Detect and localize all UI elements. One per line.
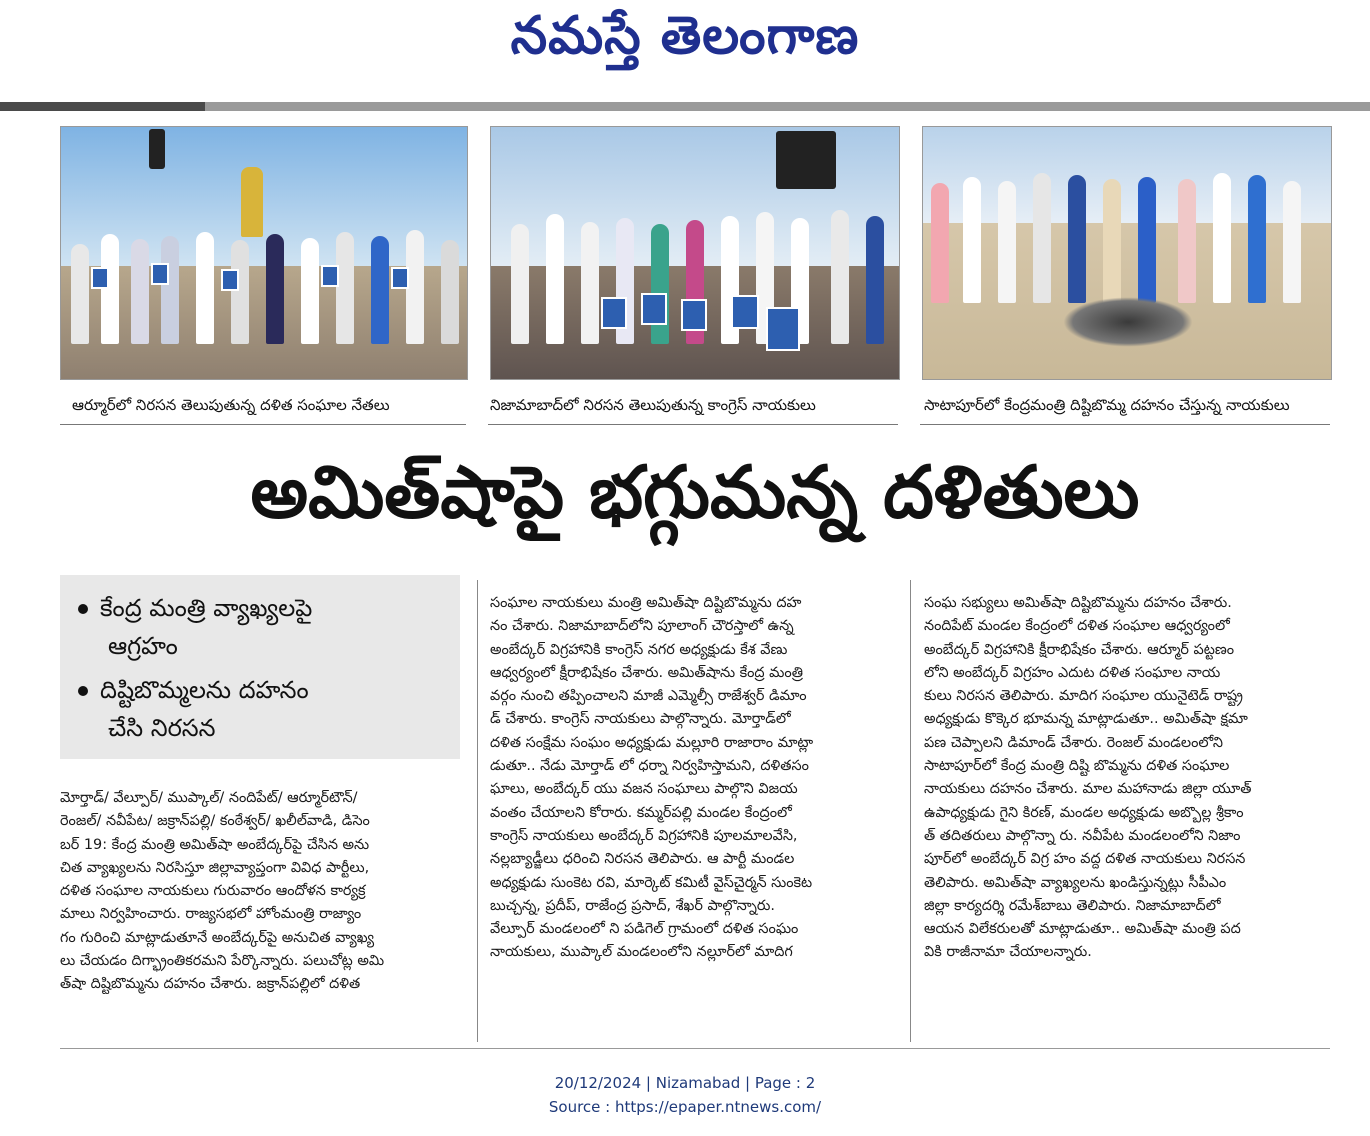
photo-satapur-effigy-burning (922, 126, 1332, 380)
footer-source-link[interactable]: Source : https://epaper.ntnews.com/ (548, 1098, 822, 1116)
masthead-rule-dark (0, 102, 205, 111)
adjacent-page-edge (0, 112, 14, 1052)
photo-nizamabad-protest (490, 126, 900, 380)
column-divider-2 (910, 580, 911, 1042)
traffic-signal-icon (776, 131, 836, 189)
footer-date-edition: 20/12/2024 | Nizamabad | Page : 2 (554, 1074, 816, 1092)
bullet-icon (78, 686, 88, 696)
masthead (0, 0, 1370, 100)
caption-rule-2 (488, 424, 898, 425)
article-column-3: సంఘ సభ్యులు అమిత్‌షా దిష్టిబొమ్మను దహనం చేశారు. నందిపేట్‌ మండల కేంద్రంలో దళిత సంఘాల ఆధ్వర్యంలో అంబేద్కర్‌ విగ్రహానికి క్షీరాభిషేకం చేశారు. ఆర్మూర్‌ పట్టణం లోని అంబేద్కర్‌ విగ్రహం ఎదుట దళిత సంఘాల నాయ కులు నిరసన తెలిపారు. మాదిగ సంఘాల యునైటెడ్‌ రాష్ట్ర అధ్యక్షుడు కొక్కెర భూమన్న మాట్లాడుతూ.. అమిత్‌షా క్షమా పణ చెప్పాలని డిమాండ్‌ చేశారు. రెంజల్‌ మండలంలోని సాటాపూర్‌లో కేంద్ర మంత్రి దిష్టి బొమ్మను దళిత సంఘాల నాయకులు దహనం చేశారు. మాల మహానాడు జిల్లా యూత్‌ ఉపాధ్యక్షుడు గైని కిరణ్‌, మండల అధ్యక్షుడు అబ్బొల్ల శ్రీకాం త్‌ తదితరులు పాల్గొన్నా రు. నవీపేట మండలంలోని నిజాం పూర్‌లో అంబేద్కర్‌ విగ్ర హం వద్ద దళిత నాయకులు నిరసన తెలిపారు. అమిత్‌షా వ్యాఖ్యలను ఖండిస్తున్నట్లు సీపీఎం జిల్లా కార్యదర్శి రమేశ్‌బాబు తెలిపారు. నిజామాబాద్‌లో ఆయన విలేకరులతో మాట్లాడుతూ.. అమిత్‌షా మంత్రి పద వికి రాజీనామా చేయాలన్నారు. (924, 595, 1252, 961)
article-column-1: మోర్తాడ్‌/ వేల్పూర్‌/ ముప్కాల్‌/ నందిపేట్‌/ ఆర్మూర్‌టౌన్‌/ రెంజల్‌/ నవీపేట/ జక్రాన్‌పల్లి/ కంఠేశ్వర్‌/ ఖలీల్‌వాడి, డిసెం బర్‌ 19: కేంద్ర మంత్రి అమిత్‌షా అంబేద్కర్‌పై చేసిన అను చిత వ్యాఖ్యలను నిరసిస్తూ జిల్లావ్యాప్తంగా వివిధ పార్టీలు, దళిత సంఘాల నాయకులు గురువారం ఆందోళన కార్యక్ర మాలు నిర్వహించారు. రాజ్యసభలో హోంమంత్రి రాజ్యాం గం గురించి మాట్లాడుతూనే అంబేద్కర్‌పై అనుచిత వ్యాఖ్య లు చేయడం దిగ్భ్రాంతికరమని పేర్కొన్నారు. పలుచోట్ల అమి త్‌షా దిష్టిబొమ్మను దహనం చేశారు. జక్రాన్‌పల్లిలో దళిత (60, 790, 385, 993)
statue-icon (241, 167, 263, 237)
article-column-2: సంఘాల నాయకులు మంత్రి అమిత్‌షా దిష్టిబొమ్మను దహ నం చేశారు. నిజామాబాద్‌లోని పూలాంగ్‌ చౌరస్తాలో ఉన్న అంబేద్కర్‌ విగ్రహానికి కాంగ్రెస్‌ నగర అధ్యక్షుడు కేశ వేణు ఆధ్వర్యంలో క్షీరాభిషేకం చేశారు. అమిత్‌షాను కేంద్ర మంత్రి వర్గం నుంచి తప్పించాలని మాజీ ఎమ్మెల్సీ రాజేశ్వర్‌ డిమాం డ్‌ చేశారు. కాంగ్రెస్‌ నాయకులు పాల్గొన్నారు. మోర్తాడ్‌లో దళిత సంక్షేమ సంఘం అధ్యక్షుడు మల్లూరి రాజారాం మాట్లా డుతూ.. నేడు మోర్తాడ్‌ లో ధర్నా నిర్వహిస్తామని, దళితసం ఘాలు, అంబేద్కర్‌ యు వజన సంఘాలు పాల్గొని విజయ వంతం చేయాలని కోరారు. కమ్మర్‌పల్లి మండల కేంద్రంలో కాంగ్రెస్‌ నాయకులు అంబేద్కర్‌ విగ్రహానికి పూలమాలవేసి, నల్లబ్యాడ్జీలు ధరించి నిరసన తెలిపారు. ఆ పార్టీ మండల అధ్యక్షుడు సుంకెట రవి, మార్కెట్‌ కమిటీ వైస్‌చైర్మన్‌ సుంకెట బుచ్చన్న, ప్రదీప్‌, రాజేంద్ర ప్రసాద్‌, శేఖర్‌ పాల్గొన్నారు. వేల్పూర్‌ మండలంలో ని పడిగెల్‌ గ్రామంలో దళిత సంఘం నాయకులు, ముప్కాల్‌ మండలంలోని నల్లూర్‌లో మాదిగ (490, 595, 814, 961)
masthead-rule-light (205, 102, 1370, 111)
bullet-icon (78, 604, 88, 614)
highlights-box (60, 575, 460, 759)
photo-caption-2: నిజామాబాద్‌లో నిరసన తెలుపుతున్న కాంగ్రెస్‌ నాయకులు (490, 396, 816, 414)
newspaper-title: నమస్తే తెలంగాణ (510, 6, 860, 66)
highlight-item-2: దిష్టిబొమ్మలను దహనం (78, 671, 309, 709)
caption-rule-3 (920, 424, 1330, 425)
column-divider-1 (477, 580, 478, 1042)
highlight-item-1-cont: ఆగ్రహం (108, 632, 178, 660)
burning-effigy (1063, 297, 1193, 347)
photo-caption-1: ఆర్మూర్‌లో నిరసన తెలుపుతున్న దళిత సంఘాల నేతలు (72, 396, 390, 414)
bottom-rule (60, 1048, 1330, 1049)
traffic-signal-icon (149, 129, 165, 169)
highlight-item-1: కేంద్ర మంత్రి వ్యాఖ్యలపై (78, 589, 312, 627)
photo-armoor-protest (60, 126, 468, 380)
headline: అమిత్‌షాపై భగ్గుమన్న దళితులు (250, 450, 1140, 534)
caption-rule-1 (60, 424, 466, 425)
highlight-item-2-cont: చేసి నిరసన (108, 714, 216, 742)
photo-caption-3: సాటాపూర్‌లో కేంద్రమంత్రి దిష్టిబొమ్మ దహనం చేస్తున్న నాయకులు (924, 396, 1290, 414)
